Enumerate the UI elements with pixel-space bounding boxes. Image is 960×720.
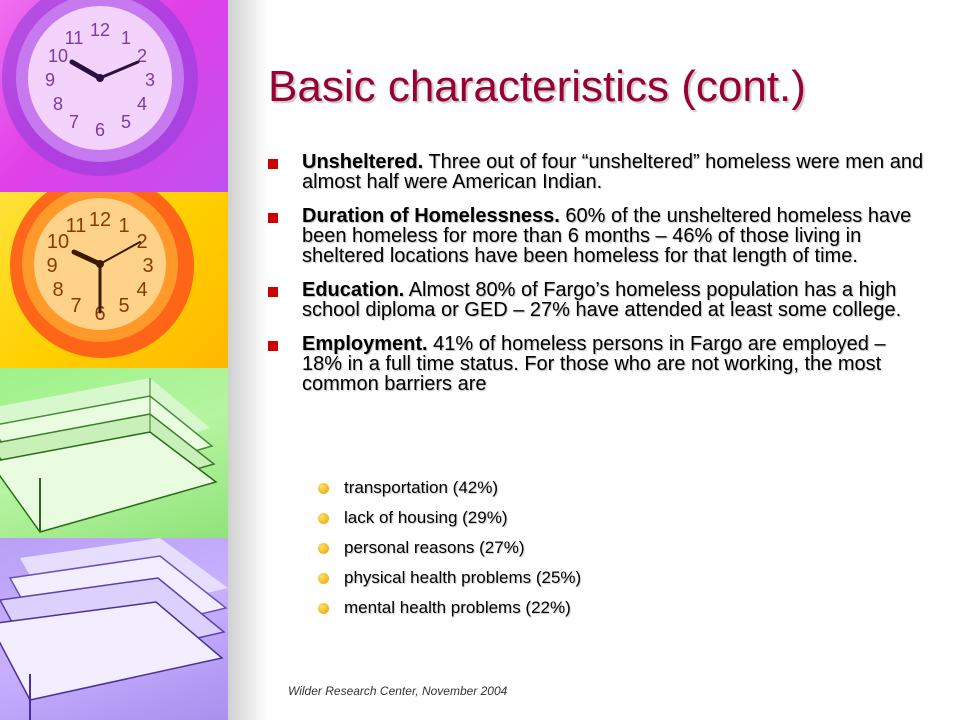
bullet-duration bbox=[268, 206, 928, 266]
barrier-list bbox=[318, 478, 581, 628]
slide-title: Basic characteristics (cont.) bbox=[268, 62, 806, 111]
square-bullet-icon bbox=[268, 159, 278, 169]
bullet-heading: Unsheltered. bbox=[302, 151, 424, 173]
barrier-label: personal reasons (27%) bbox=[344, 538, 525, 557]
barrier-item bbox=[318, 598, 581, 628]
barrier-item bbox=[318, 568, 581, 598]
barrier-label: physical health problems (25%) bbox=[344, 568, 582, 587]
clock2-num-6: 6 bbox=[94, 303, 106, 325]
clock2-num-1: 1 bbox=[118, 215, 130, 237]
barrier-item bbox=[318, 478, 581, 508]
clock2-num-10: 10 bbox=[46, 231, 70, 253]
clock1-num-8: 8 bbox=[52, 94, 64, 114]
bullet-heading: Employment. bbox=[302, 333, 428, 355]
bullet-text: Three out of four “unsheltered” homeless were men and almost half were American Indian. bbox=[302, 151, 924, 193]
clock1-num-6: 6 bbox=[94, 120, 106, 140]
barrier-label: mental health problems (22%) bbox=[344, 598, 571, 617]
bullet-heading: Duration of Homelessness. bbox=[302, 205, 560, 227]
clock1-num-2: 2 bbox=[136, 46, 148, 66]
bullet-text: 60% of the unsheltered homeless have been homeless for more than 6 months – 46% of those living in sheltered locations have been homeless for that length of time. bbox=[302, 205, 912, 267]
orange-clock-image bbox=[0, 192, 228, 368]
orange-clock-panel bbox=[0, 192, 228, 368]
round-bullet-icon bbox=[318, 513, 329, 524]
clock2-num-3: 3 bbox=[142, 255, 154, 277]
purple-papers-image bbox=[0, 538, 228, 720]
clock2-num-2: 2 bbox=[136, 231, 148, 253]
purple-papers-panel bbox=[0, 538, 228, 720]
barrier-label: lack of housing (29%) bbox=[344, 508, 508, 527]
clock1-num-10: 10 bbox=[47, 46, 69, 66]
round-bullet-icon bbox=[318, 543, 329, 554]
bullet-text: 41% of homeless persons in Fargo are employed – 18% in a full time status. For those who are not working, the most common barriers are bbox=[302, 333, 886, 395]
green-papers-image bbox=[0, 368, 228, 538]
bullet-text: Almost 80% of Fargo’s homeless population has a high school diploma or GED – 27% have attended at least some college. bbox=[302, 279, 902, 321]
decorative-sidebar bbox=[0, 0, 228, 720]
clock1-num-9: 9 bbox=[44, 70, 56, 90]
round-bullet-icon bbox=[318, 573, 329, 584]
clock2-num-9: 9 bbox=[46, 255, 58, 277]
clock2-num-4: 4 bbox=[136, 279, 148, 301]
barrier-label: transportation (42%) bbox=[344, 478, 499, 497]
clock2-num-11: 11 bbox=[65, 215, 87, 237]
clock1-num-11: 11 bbox=[64, 28, 84, 48]
clock1-num-7: 7 bbox=[68, 112, 80, 132]
purple-clock-panel bbox=[0, 0, 228, 192]
barrier-item bbox=[318, 538, 581, 568]
clock2-num-7: 7 bbox=[70, 295, 82, 317]
green-papers-panel bbox=[0, 368, 228, 538]
barrier-item bbox=[318, 508, 581, 538]
clock1-num-5: 5 bbox=[120, 112, 132, 132]
clock1-num-1: 1 bbox=[120, 28, 132, 48]
clock1-num-3: 3 bbox=[144, 70, 156, 90]
clock2-num-12: 12 bbox=[88, 209, 112, 231]
bullet-education bbox=[268, 280, 928, 320]
clock2-num-5: 5 bbox=[118, 295, 130, 317]
sidebar-shadow bbox=[228, 0, 268, 720]
bullet-employment bbox=[268, 334, 928, 394]
square-bullet-icon bbox=[268, 287, 278, 297]
bullet-heading: Education. bbox=[302, 279, 405, 301]
square-bullet-icon bbox=[268, 213, 278, 223]
clock1-num-12: 12 bbox=[89, 20, 111, 40]
source-footer: Wilder Research Center, November 2004 bbox=[288, 684, 508, 698]
purple-clock-image bbox=[0, 0, 228, 192]
bullet-unsheltered bbox=[268, 152, 928, 192]
round-bullet-icon bbox=[318, 483, 329, 494]
clock2-num-8: 8 bbox=[52, 279, 64, 301]
clock1-num-4: 4 bbox=[136, 94, 148, 114]
round-bullet-icon bbox=[318, 603, 329, 614]
square-bullet-icon bbox=[268, 341, 278, 351]
bullet-list bbox=[268, 152, 928, 408]
